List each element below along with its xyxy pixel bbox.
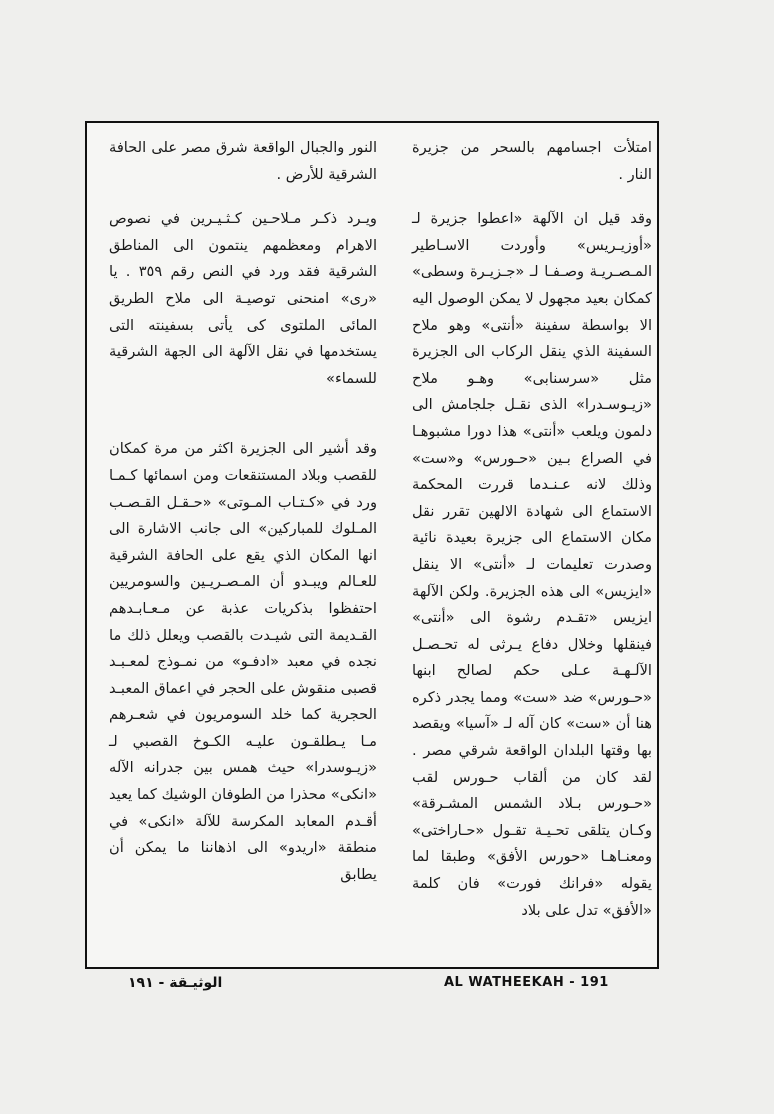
paragraph: النور والجبال الواقعة شرق مصر على الحافة الشرقية للأرض .	[109, 139, 377, 183]
journal-name-latin: AL WATHEEKAH	[444, 975, 565, 990]
paragraph: ويـرد ذكـر مـلاحـين كـثـيـرين في نصوص الاهرام ومعظمهم ينتمون الى المناطق الشرقية فقد ورد في النص رقم ٣٥٩ . يا «رى» امنحنى توصيـة الى ملاح الطريق المائى الملتوى كى يأتى بسفينته التى يستخدمها في نقل الآلهة الى الجهة الشرقية للسماء»	[109, 210, 377, 387]
footer-separator: -	[569, 975, 576, 990]
footer-separator: -	[158, 975, 165, 991]
page-number-arabic: ١٩١	[128, 975, 154, 991]
paragraph: وقد أشير الى الجزيرة اكثر من مرة كمكان للقصب وبلاد المستنقعات ومن اسمائها كـمـا ورد في «كـتـاب المـوتى» «حـقـل القـصـب المـلوك للمباركين» الى جانب الاشارة الى انها المكان الذي يقع على الحافة الشرقية للعـالم ويبـدو أن المـصـريـين والسومريين احتفظوا بذكريات عذبة عن مـعـابـدهم القـديمة التى شيـدت بالقصب ويعلل ذلك ما نجده في معبد «ادفـو» من نمـوذج لمعـبـد قصبى منقوش على الحجر في اعماق المعبـد الحجرية كما خلد السومريون في شعـرهم مـا يـطلقـون عليـه الكـوخ القصبي لـ «زيـوسدرا» حيث همس بين جدرانه الآله «انكى» محذرا من الطوفان الوشيك كما يعيد أقـدم المعابد المكرسة للآلة «انكى» في منطقة «اريدو» الى اذهاننا ما يمكن أن يطابق	[109, 440, 377, 883]
right-column	[412, 135, 652, 924]
footer-latin	[444, 975, 609, 990]
journal-name-arabic: الوثيـقة	[169, 975, 223, 991]
footer-arabic	[128, 975, 222, 991]
article-frame	[85, 121, 659, 969]
left-column	[109, 135, 377, 888]
page-number-latin: 191	[580, 975, 609, 990]
paragraph: وقد قيل ان الآلهة «اعطوا جزيرة لـ «أوزيـريس» وأوردت الاسـاطير المـصـريـة وصـفـا لـ «جـزيـرة وسطى» كمكان بعيد مجهول لا يمكن الوصول اليه الا بواسطة سفينة «أنتى» وهو ملاح السفينة الذي ينقل الركاب الى الجزيرة مثل «سرسنابى» وهـو ملاح «زيـوسـدرا» الذى نقـل جلجامش الى دلمون ويلعب «أنتى» هذا دورا مشبوهـا في الصراع بـين «حـورس» و«ست» وذلك لانه عـنـدما قررت المحكمة الاستماع الى شهادة الالهين تقرر نقل مكان الاستماع الى جزيرة بعيدة نائية وصدرت تعليمات لـ «أنتى» الا ينقل «ايزيس» الى هذه الجزيرة. ولكن الآلهة ايزيس «تقـدم رشوة الى «أنتى» فينقلها وخلال دفاع يـرثى له تحـصـل الآلـهـة عـلى حكم لصالح ابنها «حـورس» ضد «ست» ومما يجدر ذكره هنا أن «ست» كان آله لـ «آسيا» ويقصد بها وقتها البلدان الواقعة شرقي مصر . لقد كان من ألقاب حـورس لقب «حـورس بـلاد الشمس المشـرقة» وكـان يتلقى تحـيـة تقـول «حـاراختى» ومعنـاهـا «حورس الأفق» وطبقا لما يقوله «فرانك فورت» فان كلمة «الأفق» تدل على بلاد	[412, 210, 652, 919]
paragraph: امتلأت اجسامهم بالسحر من جزيرة النار .	[412, 139, 652, 183]
